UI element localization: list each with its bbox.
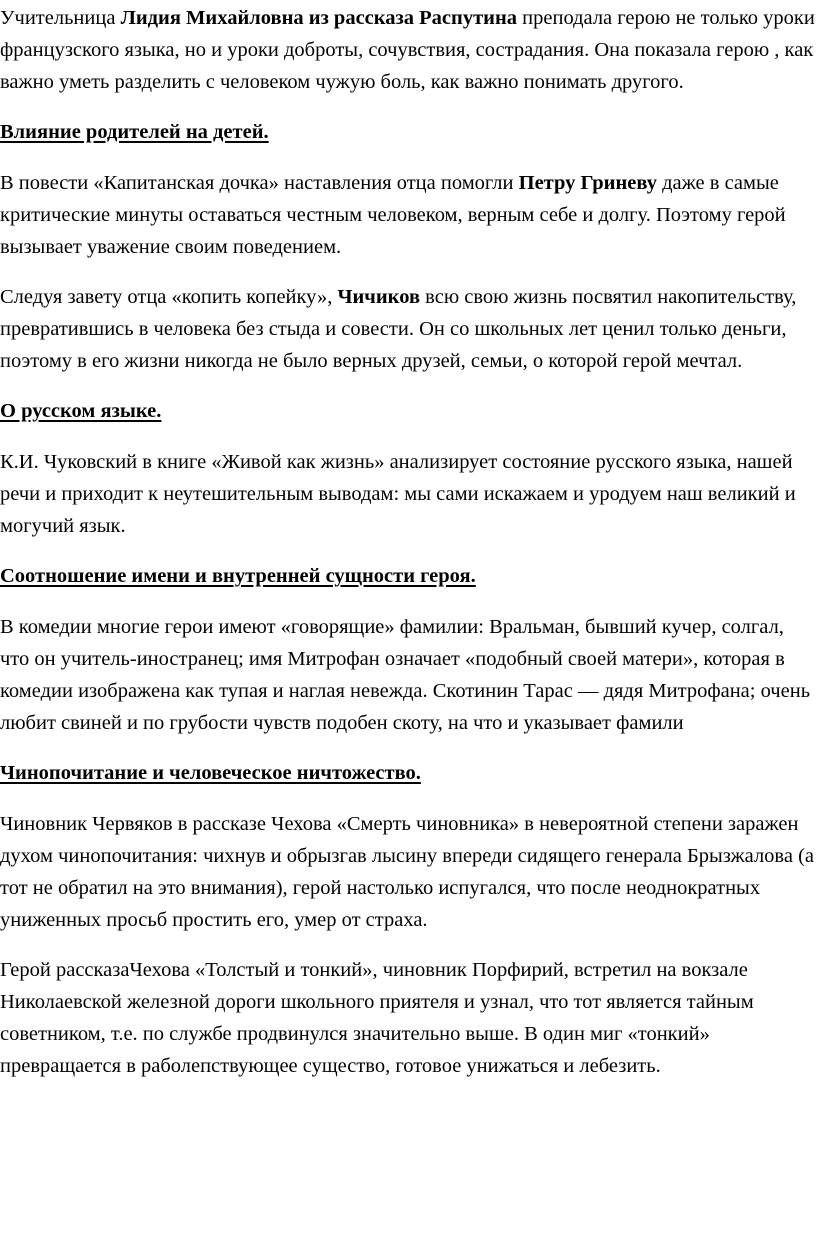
heading-name-essence: [0, 560, 816, 592]
heading-parents-influence: [0, 116, 816, 148]
paragraph-lidia: [0, 2, 816, 98]
paragraph-grinev: [0, 167, 816, 263]
heading-text: Влияние родителей на детей.: [0, 121, 269, 143]
paragraph-chukovsky: [0, 446, 816, 542]
text-run: Следуя завету отца «копить копейку»,: [0, 286, 338, 308]
heading-text: О русском языке.: [0, 400, 162, 422]
bold-run: Лидия Михайловна из рассказа Распутина: [120, 7, 518, 29]
paragraph-fat-and-thin: [0, 954, 816, 1082]
bold-run: Петру Гриневу: [518, 172, 657, 194]
text-run: В комедии многие герои имеют «говорящие» фамилии: Вральман, бывший кучер, солгал, что он учитель-иностранец; имя Митрофан означает «подобный своей матери», которая в комедии изображена как тупая и наглая невежда. Скотинин Тарас — дядя Митрофана; очень любит свиней и по грубости чувств подобен скоту, на что и указывает фамили: [0, 616, 811, 734]
text-run: Чиновник Червяков в рассказе Чехова «Смерть чиновника» в невероятной степени заражен духом чинопочитания: чихнув и обрызгав лысину впереди сидящего генерала Брызжалова (а тот не обратил на это внимания), герой настолько испугался, что после неоднократных униженных просьб простить его, умер от страха.: [0, 813, 814, 931]
paragraph-comedy-names: [0, 611, 816, 739]
heading-text: Соотношение имени и внутренней сущности героя.: [0, 565, 476, 587]
heading-russian-language: [0, 395, 816, 427]
heading-text: Чинопочитание и человеческое ничтожество.: [0, 762, 421, 784]
text-run: даже в самые критические минуты оставаться честным человеком, верным себе и долгу. Поэтому герой вызывает уважение своим поведением.: [0, 172, 786, 258]
text-run: Учительница: [0, 7, 121, 29]
text-run: К.И. Чуковский в книге «Живой как жизнь» анализирует состояние русского языка, нашей речи и приходит к неутешительным выводам: мы сами искажаем и уродуем наш великий и могучий язык.: [0, 451, 796, 537]
paragraph-chervyakov: [0, 808, 816, 936]
text-run: В повести «Капитанская дочка» наставления отца помогли: [0, 172, 519, 194]
text-run: Герой рассказаЧехова «Толстый и тонкий», чиновник Порфирий, встретил на вокзале Николаевской железной дороги школьного приятеля и узнал, что тот является тайным советником, т.е. по службе продвинулся значительно выше. В один миг «тонкий» превращается в раболепствующее существо, готовое унижаться и лебезить.: [0, 959, 754, 1077]
text-run: всю свою жизнь посвятил накопительству, превратившись в человека без стыда и совести. Он со школьных лет ценил только деньги, поэтому в его жизни никогда не было верных друзей, семьи, о которой герой мечтал.: [0, 286, 797, 372]
paragraph-chichikov: [0, 281, 816, 377]
bold-run: Чичиков: [337, 286, 421, 308]
heading-rank-worship: [0, 757, 816, 789]
text-run: преподала герою не только уроки французского языка, но и уроки доброты, сочувствия, сострадания. Она показала герою , как важно уметь разделить с человеком чужую боль, как важно понимать другого.: [0, 7, 815, 93]
